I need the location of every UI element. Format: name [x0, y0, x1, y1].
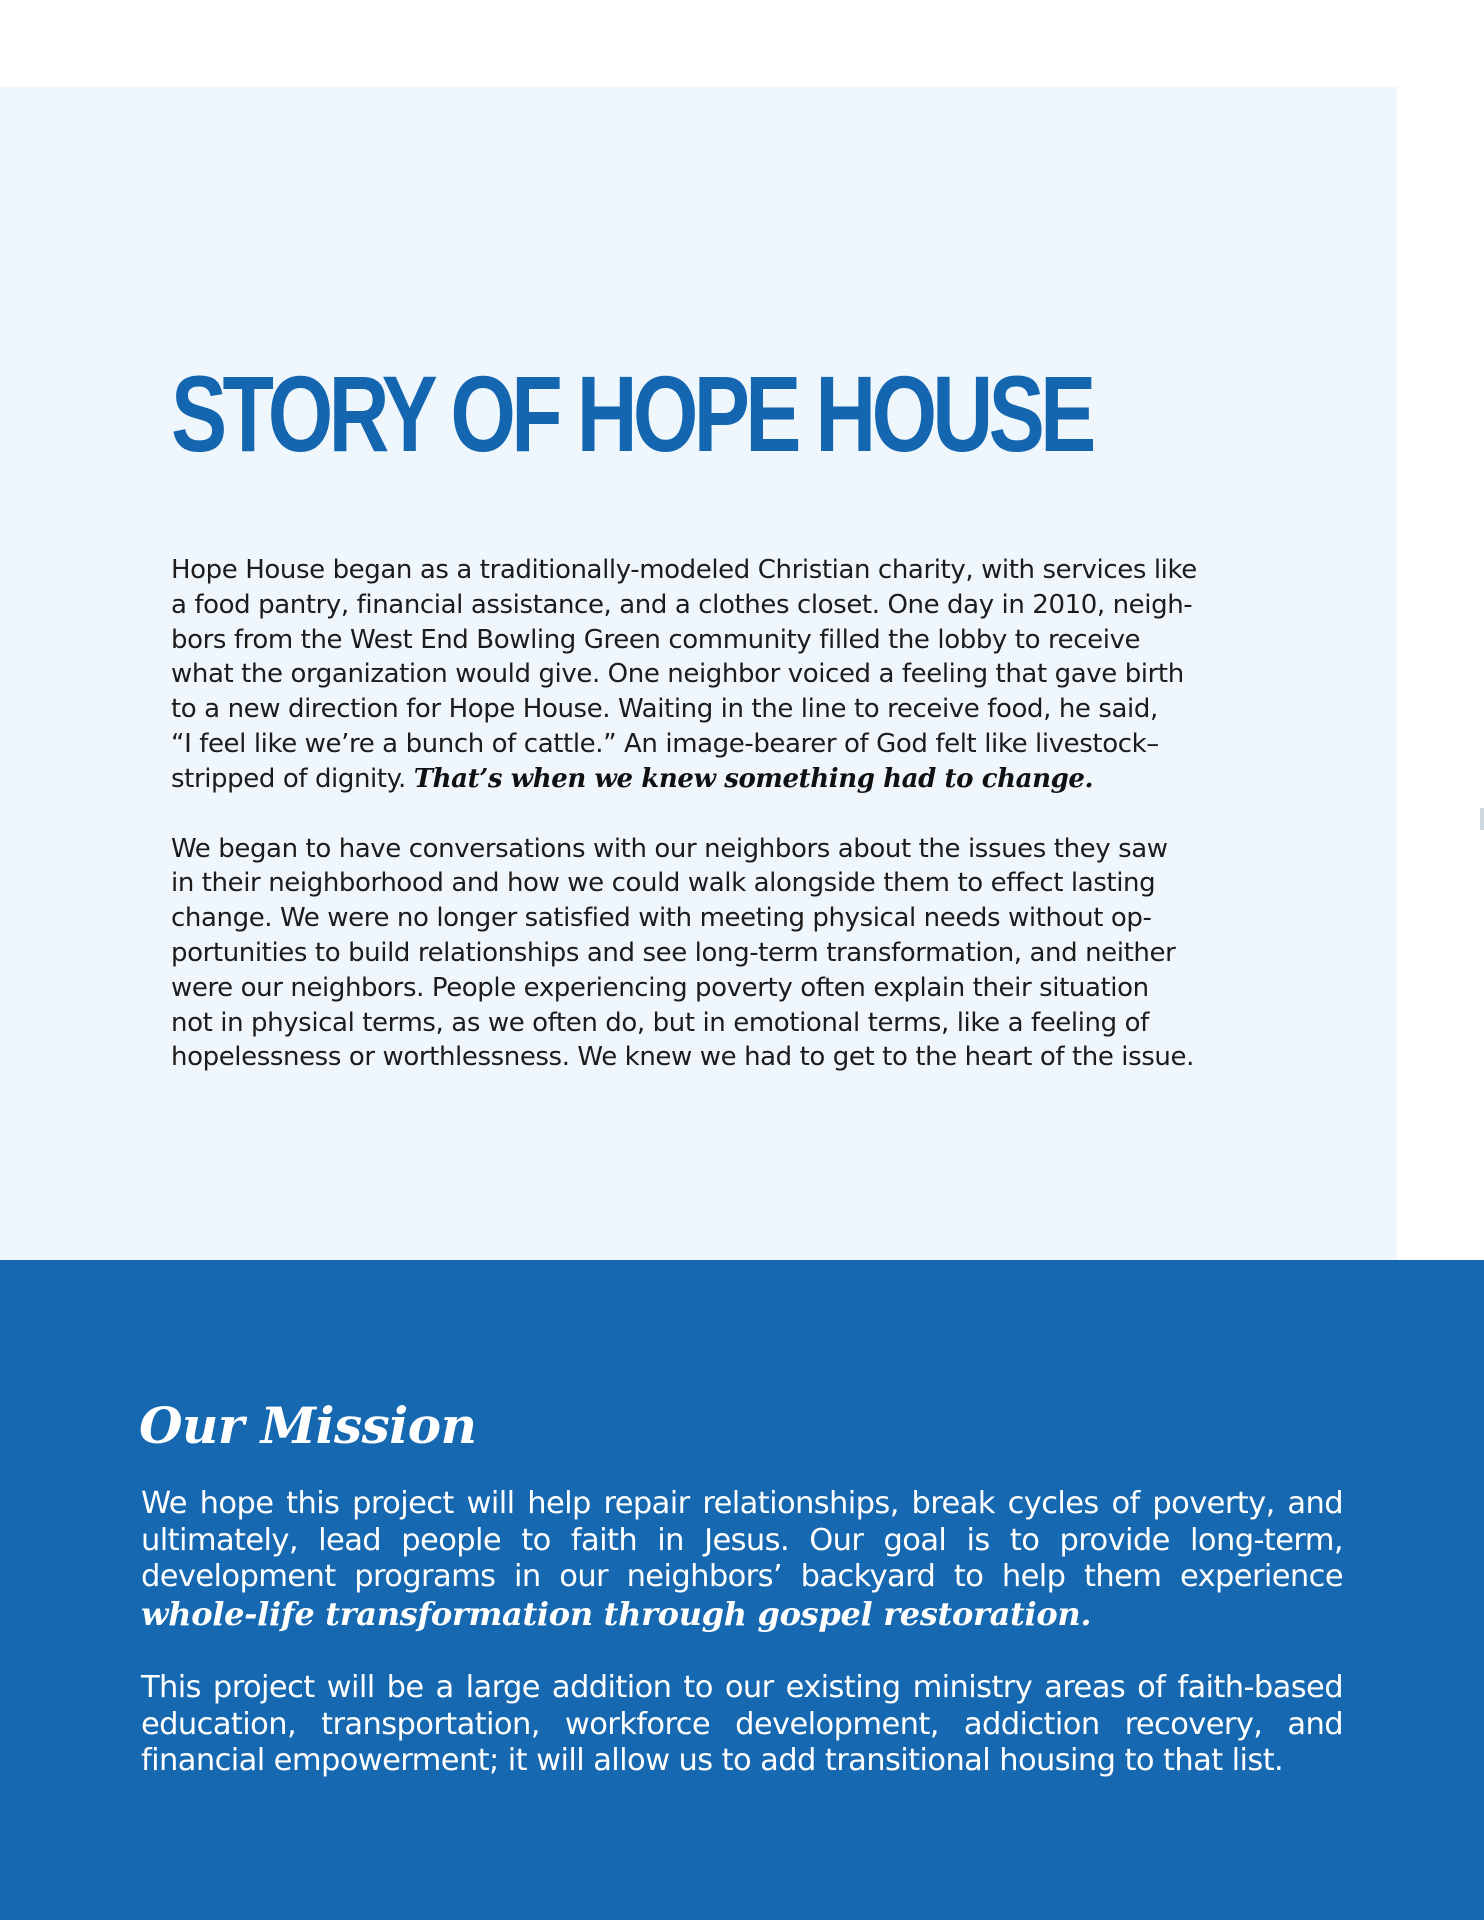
- mission-paragraph-2: This project will be a large addition to our existing ministry areas of faith-based education, transportation, workforce development, addiction recovery, and financial empowerment; it will allow us to add transitional housing to that list.: [141, 1670, 1343, 1778]
- story-paragraph-2: We began to have conversations with our neighbors about the issues they saw in their neighborhood and how we could walk alongside them to effect lasting change. We were no longer satisfied with meeting physical needs without op- portunities to build relationships and see long-term transformation, and neither were our neighbors. People experiencing poverty often explain their situation not in physical terms, as we often do, but in emotional terms, like a feeling of hopelessness or worthlessness. We knew we had to get to the heart of the issue.: [171, 833, 1194, 1073]
- story-paragraph-1: [171, 553, 1251, 797]
- mission-paragraph-1-emphasis: whole-life transformation through gospel restoration.: [141, 1594, 1092, 1633]
- story-paragraph-1-text: Hope House began as a traditionally-modeled Christian charity, with services like a food pantry, financial assistance, and a clothes closet. One day in 2010, neigh- bors from the West End Bowling Green community filled the lobby to receive what the organization would give. One neighbor voiced a feeling that gave birth to a new direction for Hope House. Waiting in the line to receive food, he said, “I feel like we’re a bunch of cattle.” An image-bearer of God felt like livestock– stripped of dignity.: [171, 555, 1197, 794]
- page-edge-mark: [1480, 808, 1484, 830]
- story-body: [171, 553, 1251, 1110]
- mission-paragraph-1-text: We hope this project will help repair relationships, break cycles of poverty, and ultimately, lead people to faith in Jesus. Our goal is to provide long-term, development programs in our neighbors’ backyard to help them experience: [141, 1486, 1343, 1594]
- mission-heading: Our Mission: [139, 1396, 477, 1455]
- story-paragraph-1-emphasis: That’s when we knew something had to change.: [413, 763, 1094, 794]
- page-title: STORY OF HOPE HOUSE: [171, 353, 1092, 474]
- mission-body: [141, 1486, 1343, 1816]
- mission-paragraph-1: [141, 1486, 1343, 1634]
